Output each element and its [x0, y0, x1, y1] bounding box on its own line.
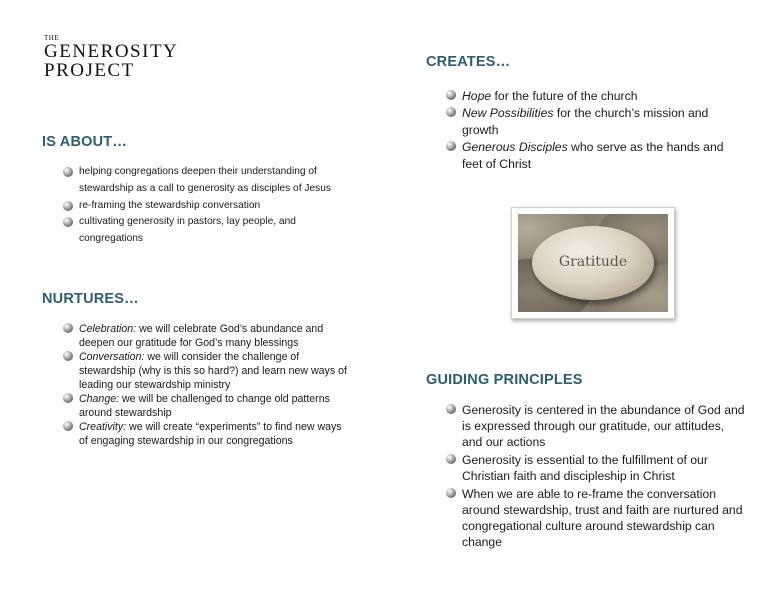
list-item: [63, 214, 353, 248]
nurtures-item-text: we will celebrate God’s abundance and deepen our gratitude for God’s many blessings: [79, 323, 324, 349]
photo-background: [518, 214, 668, 312]
nurtures-item-text: we will consider the challenge of stewardship (why is this so hard?) and learn new ways of leading our stewardship ministry: [79, 351, 347, 391]
bullet-icon: [63, 201, 73, 211]
list-item: [63, 350, 353, 392]
about-item-text: cultivating generosity in pastors, lay people, and congregations: [79, 216, 296, 245]
nurtures-item-text: we will be challenged to change old patterns around stewardship: [79, 393, 330, 419]
creates-item-lead: Generous Disciples: [462, 140, 568, 154]
nurtures-item-text: we will create “experiments” to find new ways of engaging stewardship in our congregations: [79, 421, 342, 447]
principles-item-text: Generosity is centered in the abundance of God and is expressed through our gratitude, our attitudes, and our actions: [462, 403, 745, 449]
nurtures-item-lead: Conversation:: [79, 351, 145, 363]
gratitude-stone-photo: [511, 207, 675, 319]
list-item: [63, 420, 353, 448]
generosity-project-logo: [44, 34, 214, 80]
principles-item-text: Generosity is essential to the fulfillment of our Christian faith and discipleship in Christ: [462, 453, 708, 483]
bullet-icon: [63, 167, 73, 177]
about-item-text: helping congregations deepen their understanding of stewardship as a call to generosity as disciples of Jesus: [79, 166, 331, 194]
creates-item-lead: Hope: [462, 89, 492, 103]
list-item: [446, 105, 746, 139]
logo-line-2: PROJECT: [44, 60, 135, 81]
gratitude-stone: [532, 226, 654, 300]
creates-item-text: who serve as the hands and feet of Christ: [462, 140, 724, 171]
nurtures-heading: NURTURES…: [42, 291, 139, 307]
bullet-icon: [446, 90, 456, 100]
list-item: [63, 198, 353, 215]
logo-line-1: GENEROSITY: [44, 41, 179, 62]
bullet-icon: [63, 217, 73, 227]
bullet-icon: [63, 351, 73, 361]
nurtures-item-lead: Change:: [79, 393, 120, 405]
bullet-icon: [446, 107, 456, 117]
nurtures-item-lead: Creativity:: [79, 421, 127, 433]
list-item: [63, 392, 353, 420]
creates-item-lead: New Possibilities: [462, 106, 554, 120]
creates-item-text: for the future of the church: [491, 89, 638, 103]
list-item: [446, 486, 746, 550]
bullet-icon: [63, 393, 73, 403]
principles-item-text: When we are able to re-frame the conversation around stewardship, trust and faith are nurtured and congregational culture around stewardship can change: [462, 487, 743, 549]
nurtures-item-lead: Celebration:: [79, 323, 137, 335]
bullet-icon: [446, 404, 456, 414]
bullet-icon: [63, 421, 73, 431]
bullet-icon: [446, 454, 456, 464]
list-item: [63, 322, 353, 350]
about-item-text: re-framing the stewardship conversation: [79, 199, 261, 211]
bullet-icon: [446, 141, 456, 151]
bullet-icon: [446, 488, 456, 498]
principles-list: [446, 402, 746, 552]
list-item: [446, 139, 746, 173]
creates-list: [446, 88, 746, 173]
list-item: [63, 164, 353, 198]
about-heading: IS ABOUT…: [42, 134, 128, 150]
list-item: [446, 88, 746, 105]
creates-item-text: for the church’s mission and growth: [462, 106, 709, 137]
principles-heading: GUIDING PRINCIPLES: [426, 372, 583, 388]
logo-the: THE: [44, 34, 60, 42]
about-list: [63, 164, 353, 248]
list-item: [446, 452, 746, 484]
list-item: [446, 402, 746, 450]
nurtures-list: [63, 322, 353, 448]
bullet-icon: [63, 323, 73, 333]
creates-heading: CREATES…: [426, 54, 511, 70]
stone-engraving: Gratitude: [558, 254, 628, 270]
